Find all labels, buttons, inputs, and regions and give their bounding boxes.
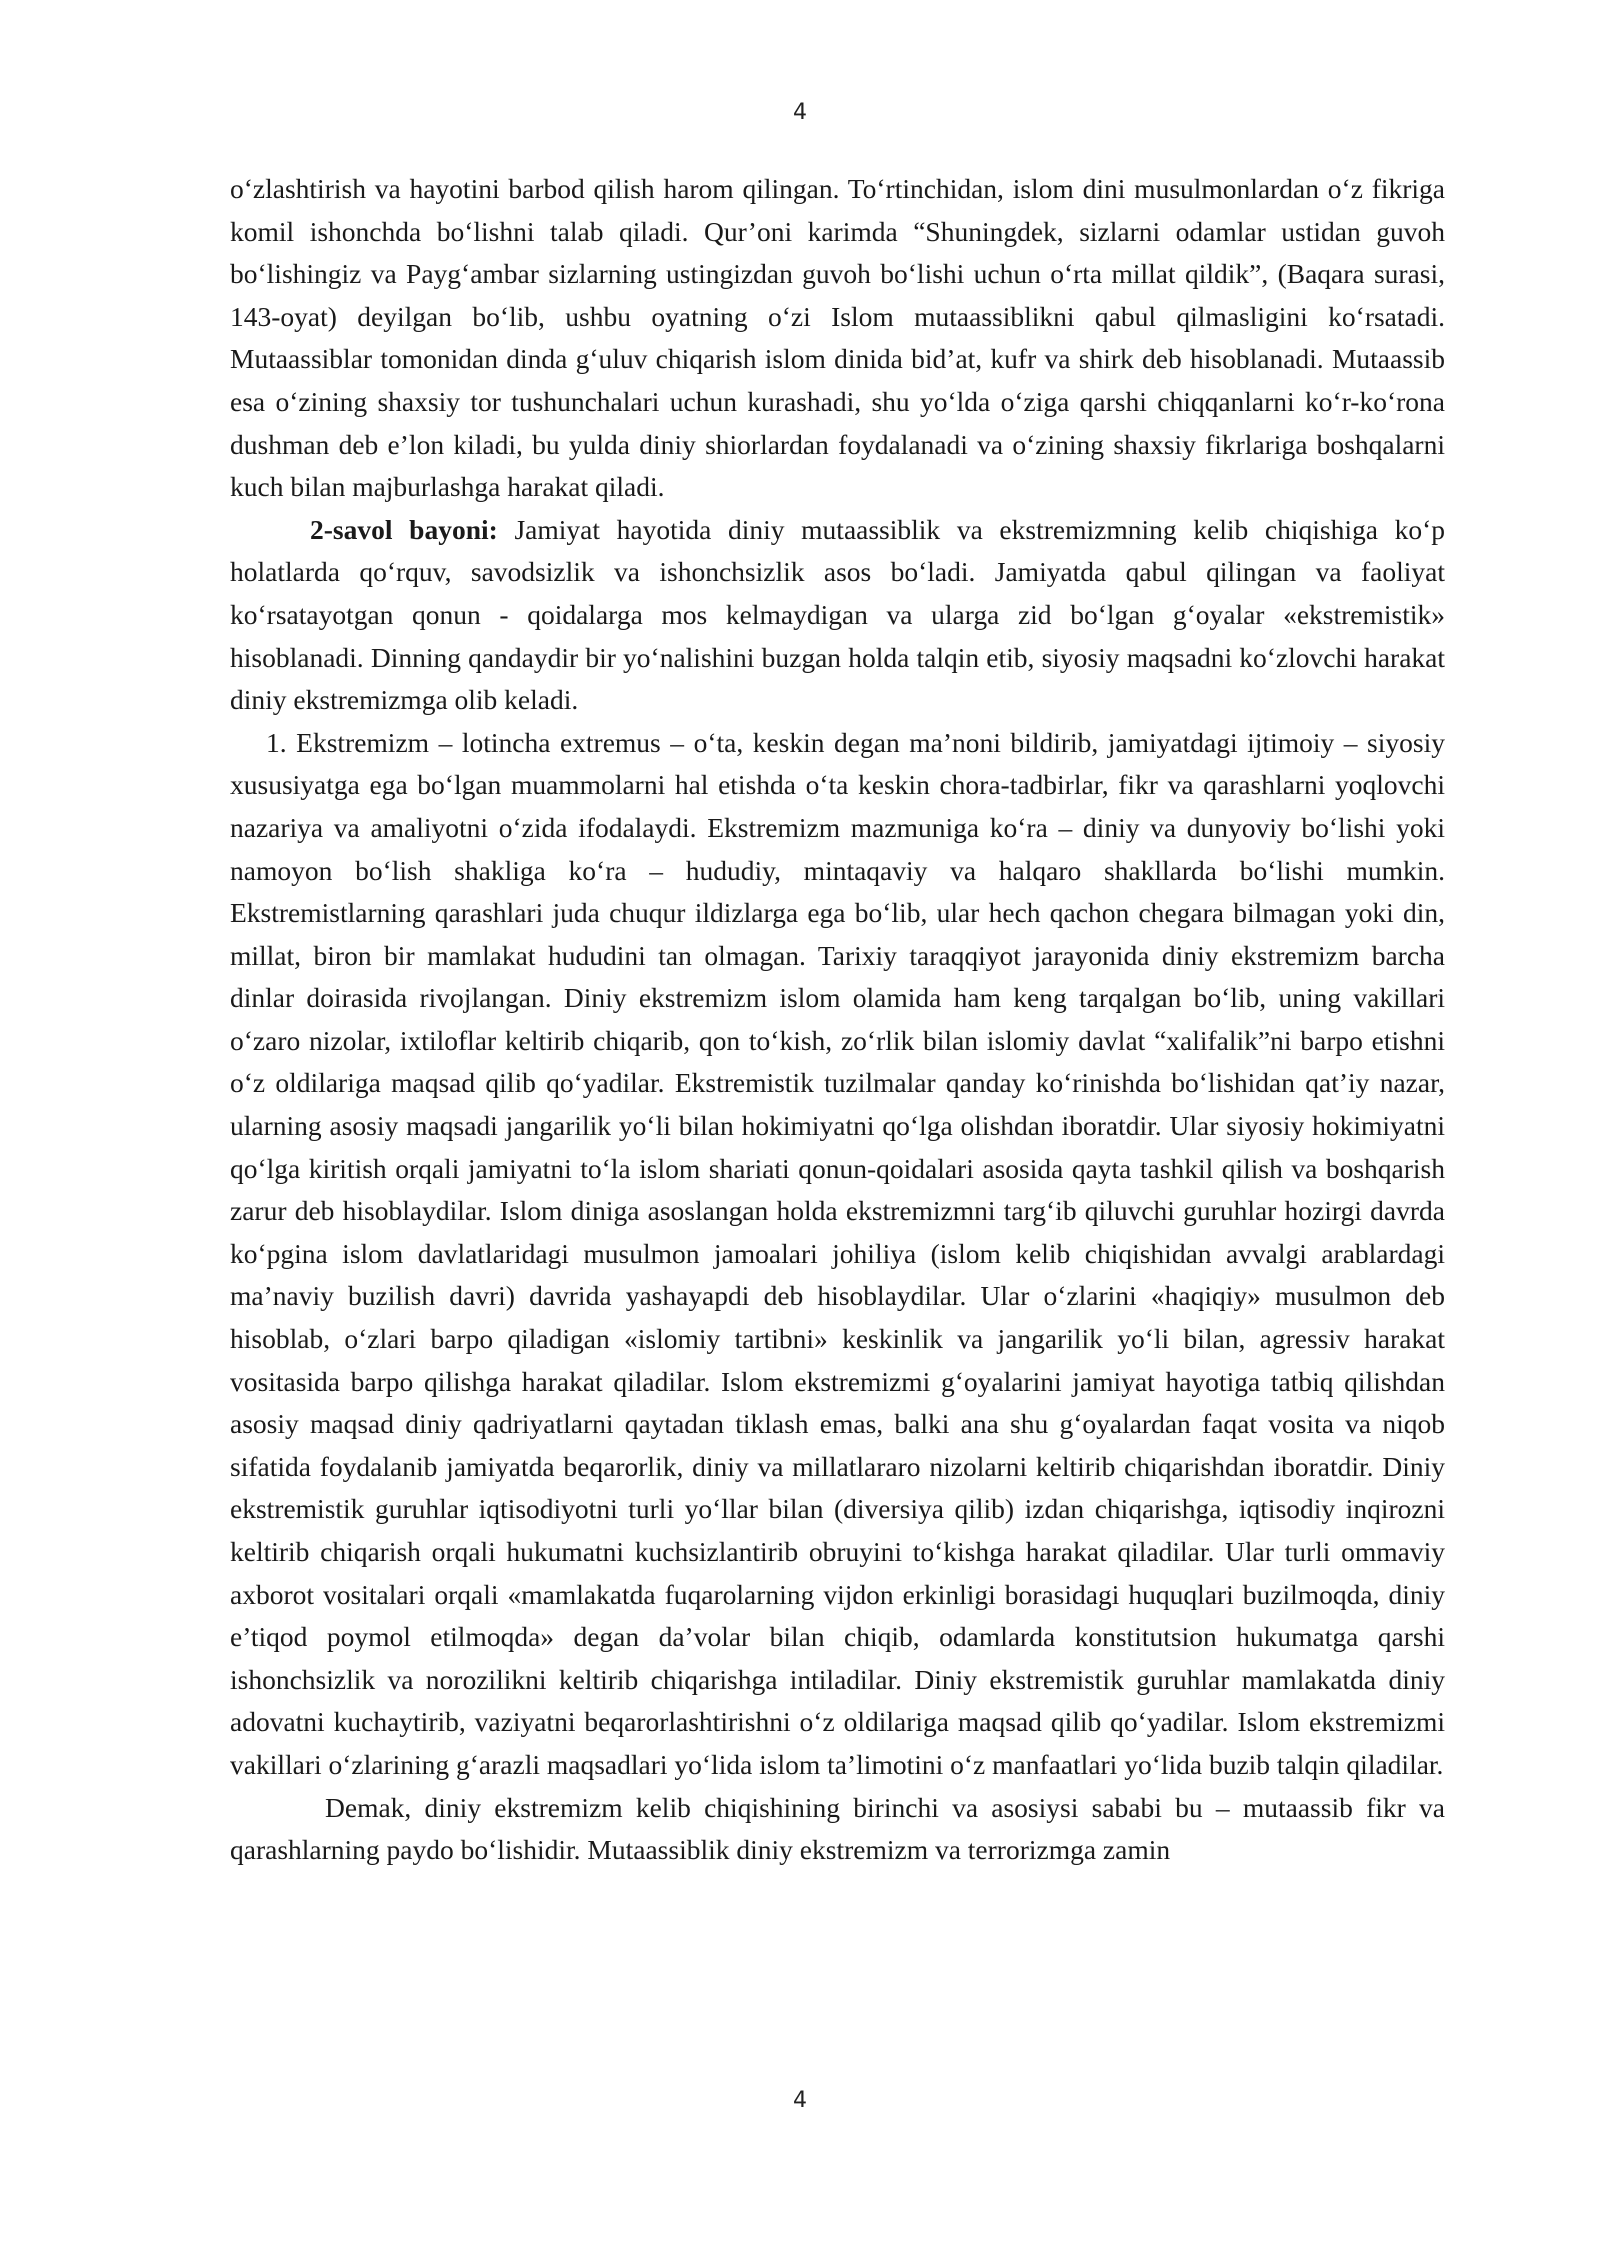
paragraph-3: 1. Ekstremizm – lotincha extremus – o‘ta, keskin degan ma’noni bildirib, jamiyatdagi ijtimoiy – siyosiy xususiyatga ega bo‘lgan muammolarni hal etishda o‘ta keskin chora-tadbirlar, fikr va qarashlarni yoqlovchi nazariya va amaliyotni o‘zida ifodalaydi. Ekstremizm mazmuniga ko‘ra – diniy va dunyoviy bo‘lishi yoki namoyon bo‘lish shakliga ko‘ra – hududiy, mintaqaviy va halqaro shakllarda bo‘lishi mumkin. Ekstremistlarning qarashlari juda chuqur ildizlarga ega bo‘lib, ular hech qachon chegara bilmagan yoki din, millat, biron bir mamlakat hududini tan olmagan. Tarixiy taraqqiyot jarayonida diniy ekstremizm barcha dinlar doirasida rivojlangan. Diniy ekstremizm islom olamida ham keng tarqalgan bo‘lib, uning vakillari o‘zaro nizolar, ixtiloflar keltirib chiqarib, qon to‘kish, zo‘rlik bilan islomiy davlat “xalifalik”ni barpo etishni o‘z oldilariga maqsad qilib qo‘yadilar. Ekstremistik tuzilmalar qanday ko‘rinishda bo‘lishidan qat’iy nazar, ularning asosiy maqsadi jangarilik yo‘li bilan hokimiyatni qo‘lga olishdan iboratdir. Ular siyosiy hokimiyatni qo‘lga kiritish orqali jamiyatni to‘la islom shariati qonun-qoidalari asosida qayta tashkil qilish va boshqarish zarur deb hisoblaydilar. Islom diniga asoslangan holda ekstremizmni targ‘ib qiluvchi guruhlar hozirgi davrda ko‘pgina islom davlatlaridagi musulmon jamoalari johiliya (islom kelib chiqishidan avvalgi arablardagi ma’naviy buzilish davri) davrida yashayapdi deb hisoblaydilar. Ular o‘zlarini «haqiqiy» musulmon deb hisoblab, o‘zlari barpo qiladigan «islomiy tartibni» keskinlik va jangarilik yo‘li bilan, agressiv harakat vositasida barpo qilishga harakat qiladilar. Islom ekstremizmi g‘oyalarini jamiyat hayotiga tatbiq qilishdan asosiy maqsad diniy qadriyatlarni qaytadan tiklash emas, balki ana shu g‘oyalardan faqat vosita va niqob sifatida foydalanib jamiyatda beqarorlik, diniy va millatlararo nizolarni keltirib chiqarishdan iboratdir. Diniy ekstremistik guruhlar iqtisodiyotni turli yo‘llar bilan (diversiya qilib) izdan chiqarishga, iqtisodiy inqirozni keltirib chiqarish orqali hukumatni kuchsizlantirib obruyini to‘kishga harakat qiladilar. Ular turli ommaviy axborot vositalari orqali «mamlakatda fuqarolarning vijdon erkinligi borasidagi huquqlari buzilmoqda, diniy e’tiqod poymol etilmoqda» degan da’volar bilan chiqib, odamlarda konstitutsion hukumatga qarshi ishonchsizlik va norozilikni keltirib chiqarishga intiladilar. Diniy ekstremistik guruhlar mamlakatda diniy adovatni kuchaytirib, vaziyatni beqarorlashtirishni o‘z oldilariga maqsad qilib qo‘yadilar. Islom ekstremizmi vakillari o‘zlarining g‘arazli maqsadlari yo‘lida islom ta’limotini o‘z manfaatlari yo‘lida buzib talqin qiladilar. [230, 726, 1445, 1780]
page-number-top: 4 [793, 100, 807, 125]
paragraph-2-text: Jamiyat hayotida diniy mutaassiblik va ekstremizmning kelib chiqishiga ko‘p holatlarda qo‘rquv, savodsizlik va ishonchsizlik asos bo‘ladi. Jamiyatda qabul qilingan va faoliyat ko‘rsatayotgan qonun - qoidalarga mos kelmaydigan va ularga zid bo‘lgan g‘oyalar «ekstremistik» hisoblanadi. Dinning qandaydir bir yo‘nalishini buzgan holda talqin etib, siyosiy maqsadni ko‘zlovchi harakat diniy ekstremizmga olib keladi. [230, 513, 1445, 716]
paragraph-1: o‘zlashtirish va hayotini barbod qilish harom qilingan. To‘rtinchidan, islom dini musulmonlardan o‘z fikriga komil ishonchda bo‘lishni talab qiladi. Qur’oni karimda “Shuningdek, sizlarni odamlar ustidan guvoh bo‘lishingiz va Payg‘ambar sizlarning ustingizdan guvoh bo‘lishi uchun o‘rta millat qildik”, (Baqara surasi, 143-oyat) deyilgan bo‘lib, ushbu oyatning o‘zi Islom mutaassiblikni qabul qilmasligini ko‘rsatadi. Mutaassiblar tomonidan dinda g‘uluv chiqarish islom dinida bid’at, kufr va shirk deb hisoblanadi. Mutaassib esa o‘zining shaxsiy tor tushunchalari uchun kurashadi, shu yo‘lda o‘ziga qarshi chiqqanlarni ko‘r-ko‘rona dushman deb e’lon kiladi, bu yulda diniy shiorlardan foydalanadi va o‘zining shaxsiy fikrlariga boshqalarni kuch bilan majburlashga harakat qiladi. [230, 173, 1445, 503]
paragraph-4: Demak, diniy ekstremizm kelib chiqishining birinchi va asosiysi sababi bu – mutaassib fikr va qarashlarning paydo bo‘lishidir. Mutaassiblik diniy ekstremizm va terrorizmga zamin [230, 1791, 1445, 1866]
paragraph-2 [230, 509, 1445, 722]
question-heading: 2-savol bayoni: [310, 513, 498, 545]
document-body [230, 168, 1445, 1872]
page-number-bottom: 4 [793, 2088, 807, 2113]
